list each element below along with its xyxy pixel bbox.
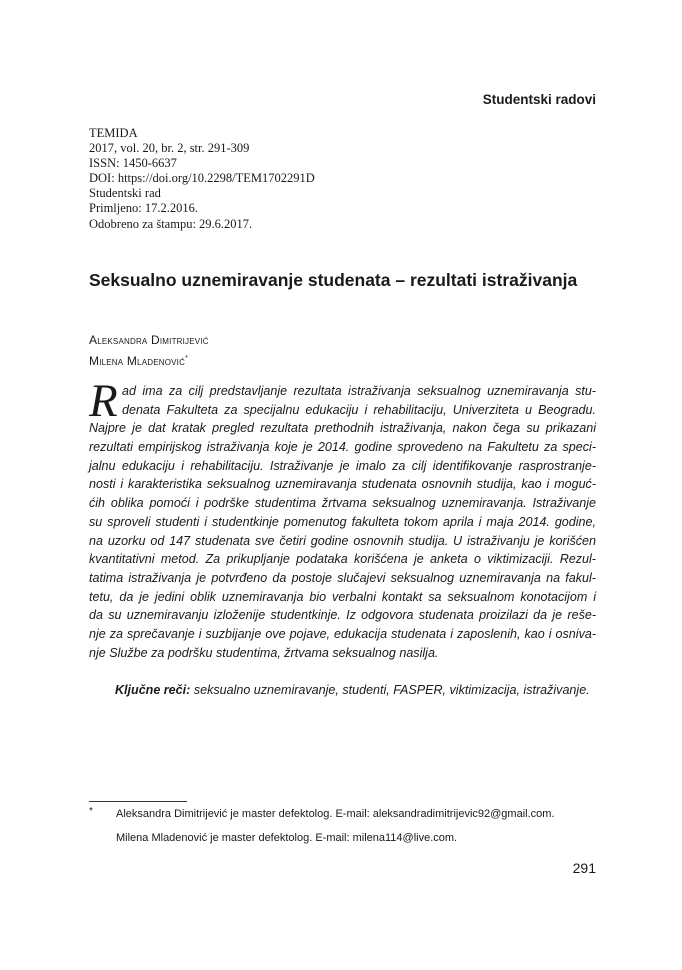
abstract-line: ćih oblika pomoći i podrške studentima žrtvama seksualnog uznemiravanja. Istraživanje [89, 496, 596, 511]
journal-name: TEMIDA [89, 126, 138, 140]
abstract-line: ad ima za cilj predstavljanje rezultata istraživanja seksualnog uznemiravanja stu- [122, 384, 596, 398]
footnote-asterisk: * [89, 806, 93, 817]
section-label: Studentski radovi [482, 92, 596, 107]
author-name: Aleksandra Dimitrijević [89, 333, 209, 347]
abstract-line: nje Službe za podršku studentima, žrtvama seksualnog nasilja. [89, 645, 439, 660]
abstract-line: nje za sprečavanje i suzbijanje ove pojave, edukacija studenata i zaposlenih, kao i osniva- [89, 626, 596, 641]
author-list [89, 332, 489, 370]
abstract [89, 375, 596, 662]
issn: ISSN: 1450-6637 [89, 156, 177, 171]
footnote-divider [89, 801, 187, 802]
abstract-line: na uzorku od 147 studenata sve četiri godine osnovnih studija. U istraživanju je korišćen [89, 533, 596, 548]
volume-info: 2017, vol. 20, br. 2, str. 291-309 [89, 141, 250, 156]
article-type: Studentski rad [89, 186, 161, 201]
received-date: Primljeno: 17.2.2016. [89, 201, 199, 216]
abstract-line: da su uznemiravanju izloženije studentkinje. Iz odgovora studenata proizilazi da je reše- [89, 608, 596, 623]
keywords-text: seksualno uznemiravanje, studenti, FASPER, viktimizacija, istraživanje. [193, 683, 590, 697]
abstract-line: nosti i karakteristika seksualnog uznemiravanja studenata osnovnih studija, kao i moguć- [89, 477, 596, 492]
abstract-line: rezultati empirijskog istraživanja koje je 2014. godine sprovedeno na Fakultetu za speci- [89, 440, 596, 455]
accepted-date: Odobreno za štampu: 29.6.2017. [89, 216, 253, 231]
footnote-line: Milena Mladenović je master defektolog. E-mail: milena114@live.com. [116, 832, 458, 844]
abstract-line: jalnu edukaciju i rehabilitaciju. Istraživanje je imalo za cilj identifikovanje rasprostranje- [89, 458, 596, 473]
article-title: Seksualno uznemiravanje studenata – rezultati istraživanja [89, 270, 578, 290]
doi: DOI: https://doi.org/10.2298/TEM1702291D [89, 171, 315, 186]
author-name: Milena Mladenović* [89, 353, 189, 368]
footnote-marker: * [185, 354, 189, 362]
abstract-line: su sproveli studenti i studentkinje pomenutog fakulteta tokom aprila i maja 2014. godine, [89, 514, 596, 529]
keywords [89, 683, 599, 697]
footnote-line: Aleksandra Dimitrijević je master defektolog. E-mail: aleksandradimitrijevic92@gmail.com. [116, 808, 555, 820]
abstract-line: kvantitativni metod. Za prikupljanje podataka korišćena je anketa o viktimizaciji. Rezul- [89, 552, 596, 567]
abstract-line: tatima istraživanja je potvrđeno da postoje slučajevi seksualnog uznemiravanja na fakul- [89, 570, 596, 585]
keywords-label: Ključne reči: [115, 683, 191, 697]
drop-cap: R [89, 375, 118, 427]
page-number: 291 [572, 860, 596, 876]
publication-metadata [89, 126, 409, 232]
abstract-line: Najpre je dat kratak pregled rezultata prethodnih istraživanja, nakon čega su prikazani [89, 421, 596, 436]
abstract-line: denata Fakulteta za specijalnu edukaciju i rehabilitaciju, Univerziteta u Beogradu. [122, 402, 596, 417]
abstract-line: tetu, da je jedini oblik uznemiravanja bio verbalni kontakt sa seksualnom konotacijom i [89, 589, 596, 604]
